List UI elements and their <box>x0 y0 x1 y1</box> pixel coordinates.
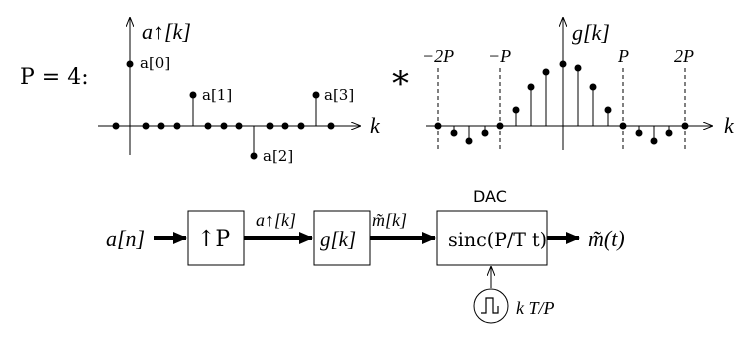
label-a1: a[1] <box>202 86 233 104</box>
a-up-sample-dot <box>251 153 258 160</box>
a-up-sample-dot <box>236 123 243 130</box>
a-up-sample-dot <box>113 123 120 130</box>
input-signal: a[n] <box>106 226 146 251</box>
upsampled-signal-label: a↑[k] <box>256 210 296 230</box>
g-sample-dot <box>575 65 582 72</box>
g-sample-dot <box>543 69 550 76</box>
a-up-sample-dot <box>298 123 305 130</box>
a-up-sample-dot <box>267 123 274 130</box>
g-sample-dot <box>513 107 520 114</box>
clock-label: k T/P <box>516 298 555 318</box>
a-up-sample-dot <box>158 123 165 130</box>
label-a3: a[3] <box>324 86 355 104</box>
output-signal: m̃(t) <box>588 226 625 251</box>
g-sample-dot <box>651 138 658 145</box>
y-axis-label: a↑[k] <box>142 19 191 44</box>
block-diagram <box>106 187 625 323</box>
upsampler-label: ↑P <box>197 227 231 252</box>
a-up-sample-dot <box>221 123 228 130</box>
upsampled-sequence-plot <box>20 18 381 165</box>
x-axis-label: k <box>370 113 380 138</box>
a-up-sample-dot <box>174 123 181 130</box>
g-sample-dot <box>590 84 597 91</box>
g-sample-dot <box>620 123 627 130</box>
x-axis-label-right: k <box>724 113 734 138</box>
a-up-sample-dot <box>143 123 150 130</box>
g-sample-dot <box>528 84 535 91</box>
g-sample-dot <box>666 130 673 137</box>
marker-neg2p: −2P <box>422 46 455 66</box>
dac-title: DAC <box>473 187 507 206</box>
stem-group-left <box>113 61 335 160</box>
convolution-symbol: * <box>392 64 409 104</box>
dac-block-label: sinc(P/T t) <box>448 229 548 251</box>
marker-2p: 2P <box>674 46 694 66</box>
marker-negp: −P <box>488 46 512 66</box>
g-sample-dot <box>435 123 442 130</box>
g-sample-dot <box>497 123 504 130</box>
g-sample-dot <box>560 61 567 68</box>
a-up-sample-dot <box>282 123 289 130</box>
a-up-sample-dot <box>328 123 335 130</box>
g-sample-dot <box>636 130 643 137</box>
filter-label: g[k] <box>320 227 357 251</box>
g-sample-dot <box>682 123 689 130</box>
g-sample-dot <box>466 138 473 145</box>
g-sample-dot <box>451 130 458 137</box>
g-axis-label: g[k] <box>572 20 610 45</box>
a-up-sample-dot <box>190 92 197 99</box>
p-label: P = 4: <box>20 65 89 90</box>
g-sample-dot <box>605 107 612 114</box>
filter-response-plot <box>422 18 735 150</box>
a-up-sample-dot <box>205 123 212 130</box>
filtered-signal-label: m̃[k] <box>372 210 407 230</box>
a-up-sample-dot <box>127 61 134 68</box>
stem-group-right <box>435 61 689 145</box>
label-a0: a[0] <box>140 54 171 72</box>
clock-circle <box>474 289 508 323</box>
label-a2: a[2] <box>263 147 294 165</box>
a-up-sample-dot <box>313 92 320 99</box>
marker-p: P <box>618 46 629 66</box>
g-sample-dot <box>482 130 489 137</box>
